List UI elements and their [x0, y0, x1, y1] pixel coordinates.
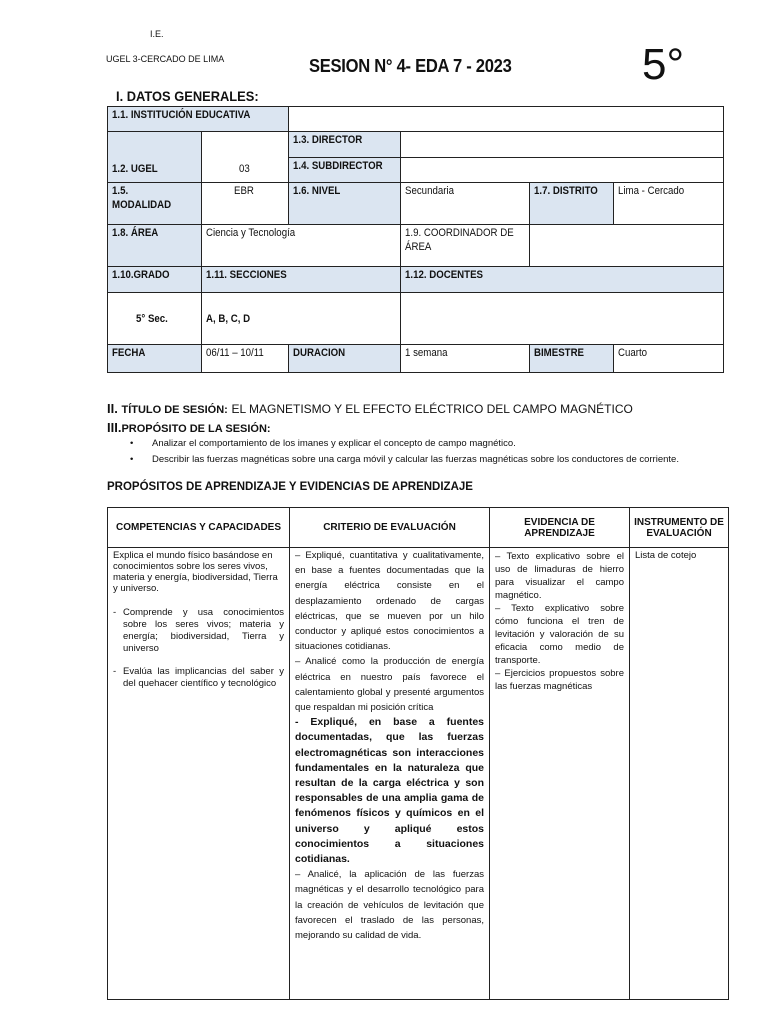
grado-label: 1.10.GRADO — [108, 267, 202, 293]
director-label: 1.3. DIRECTOR — [289, 132, 401, 158]
secciones-label: 1.11. SECCIONES — [202, 267, 401, 293]
capacidad-text: Evalúa las implicancias del saber y del quehacer científico y tecnológico — [123, 666, 284, 689]
docentes-value — [401, 293, 724, 345]
instrumento-value: Lista de cotejo — [635, 550, 697, 561]
distrito-label: 1.7. DISTRITO — [530, 183, 614, 225]
titulo-label: TÍTULO DE SESIÓN: — [121, 404, 228, 416]
capacidad-item: - Comprende y usa conocimientos sobre los seres vivos; materia y energía; biodiversidad, Tierra y universo — [113, 607, 284, 654]
titulo-text: EL MAGNETISMO Y EL EFECTO ELÉCTRICO DEL CAMPO MAGNÉTICO — [231, 402, 633, 416]
bimestre-label: BIMESTRE — [530, 345, 614, 373]
coordinador-label: 1.9. COORDINADOR DE ÁREA — [401, 225, 530, 267]
area-value: Ciencia y Tecnología — [202, 225, 401, 267]
datos-generales-heading: I. DATOS GENERALES: — [116, 88, 259, 104]
modalidad-label: 1.5. MODALIDAD — [108, 183, 202, 225]
session-title: SESION N° 4- EDA 7 - 2023 — [309, 56, 512, 76]
evidencia-item: – Texto explicativo sobre cómo funciona el tren de levitación y valoración de su eficacia como medio de transporte. — [495, 603, 624, 666]
propositos-heading: PROPÓSITOS DE APRENDIZAJE Y EVIDENCIAS DE APRENDIZAJE — [107, 481, 473, 493]
coordinador-value — [530, 225, 724, 267]
nivel-value: Secundaria — [401, 183, 530, 225]
modalidad-value: EBR — [202, 183, 289, 225]
proposito-label: PROPÓSITO DE LA SESIÓN: — [121, 423, 271, 435]
competencia-main: Explica el mundo físico basándose en conocimientos sobre los seres vivos, materia y energía, biodiversidad, Tierra y universo. — [113, 550, 278, 594]
capacidad-item: - Evalúa las implicancias del saber y del quehacer científico y tecnológico — [113, 666, 284, 689]
criterio-cell — [290, 548, 490, 1000]
proposito-bullet: • Analizar el comportamiento de los imanes y explicar el concepto de campo magnético. — [130, 438, 516, 449]
titulo-sesion — [107, 401, 633, 416]
proposito-bullet: • Describir las fuerzas magnéticas sobre una carga móvil y calcular las fuerzas magnéticas sobre los conductores de corriente. — [130, 454, 679, 465]
ugel-label-cell: 1.2. UGEL — [108, 132, 202, 183]
proposito-num: III. — [107, 420, 122, 435]
docentes-label: 1.12. DOCENTES — [401, 267, 724, 293]
criterio-item: – Analicé como la producción de energía eléctrica en nuestro país favorece el calentamiento global y presenté argumentos que respaldan mi posición crítica — [295, 656, 484, 714]
datos-generales-table — [107, 106, 724, 373]
subdirector-value — [401, 158, 724, 183]
distrito-value: Lima - Cercado — [614, 183, 724, 225]
capacidad-text: Comprende y usa conocimientos sobre los seres vivos; materia y energía; biodiversidad, Tierra y universo — [123, 607, 284, 654]
bimestre-value: Cuarto — [614, 345, 724, 373]
propositos-table — [107, 507, 729, 1000]
proposito-bullet-text: Describir las fuerzas magnéticas sobre una carga móvil y calcular las fuerzas magnéticas sobre los conductores de corriente. — [152, 454, 679, 465]
header-criterio: CRITERIO DE EVALUACIÓN — [290, 508, 490, 548]
fecha-label: FECHA — [108, 345, 202, 373]
director-value — [401, 132, 724, 158]
duracion-value: 1 semana — [401, 345, 530, 373]
ie-label: I.E. — [150, 29, 164, 39]
institucion-value — [289, 107, 724, 132]
ugel-value: 03 — [202, 132, 289, 183]
proposito-heading — [107, 420, 271, 435]
competencias-cell — [108, 548, 290, 1000]
evidencia-item: – Texto explicativo sobre el uso de limaduras de hierro para visualizar el campo magnético. — [495, 551, 624, 601]
header-instrumento: INSTRUMENTO DE EVALUACIÓN — [630, 508, 729, 548]
grade-display: 5° — [642, 40, 685, 89]
header-evidencia: EVIDENCIA DE APRENDIZAJE — [490, 508, 630, 548]
ugel-label: UGEL 3-CERCADO DE LIMA — [106, 54, 225, 64]
proposito-bullet-text: Analizar el comportamiento de los imanes y explicar el concepto de campo magnético. — [152, 438, 516, 449]
instrumento-cell — [630, 548, 729, 1000]
nivel-label: 1.6. NIVEL — [289, 183, 401, 225]
evidencia-cell — [490, 548, 630, 1000]
duracion-label: DURACION — [289, 345, 401, 373]
evidencia-item: – Ejercicios propuestos sobre las fuerzas magnéticas — [495, 668, 624, 692]
header-competencias: COMPETENCIAS Y CAPACIDADES — [108, 508, 290, 548]
criterio-item: – Analicé, la aplicación de las fuerzas magnéticas y el desarrollo tecnológico para la creación de vehículos de levitación que favorecen el traslado de las personas, mejorando su calidad de vida. — [295, 869, 484, 942]
subdirector-label: 1.4. SUBDIRECTOR — [289, 158, 401, 183]
criterio-item: – Expliqué, cuantitativa y cualitativamente, en base a fuentes documentadas que la energía eléctrica consiste en el desplazamiento ordenado de cargas eléctricas, que se mueven por un hilo conductor y apliqué estos conocimientos a situaciones cotidianas. — [295, 550, 484, 653]
criterio-item-bold: - Expliqué, en base a fuentes documentadas, que las fuerzas electromagnéticas son interacciones fundamentales en la naturaleza que resultan de la carga eléctrica y son responsables de una amplia gama de fenómenos físicos y químicos en el universo y apliqué estos conocimientos a situaciones cotidianas. — [295, 716, 484, 866]
titulo-num: II. — [107, 401, 118, 416]
secciones-value: A, B, C, D — [202, 293, 401, 345]
area-label: 1.8. ÁREA — [108, 225, 202, 267]
grado-value: 5° Sec. — [108, 293, 202, 345]
institucion-label: 1.1. INSTITUCIÓN EDUCATIVA — [108, 107, 289, 132]
fecha-value: 06/11 – 10/11 — [202, 345, 289, 373]
